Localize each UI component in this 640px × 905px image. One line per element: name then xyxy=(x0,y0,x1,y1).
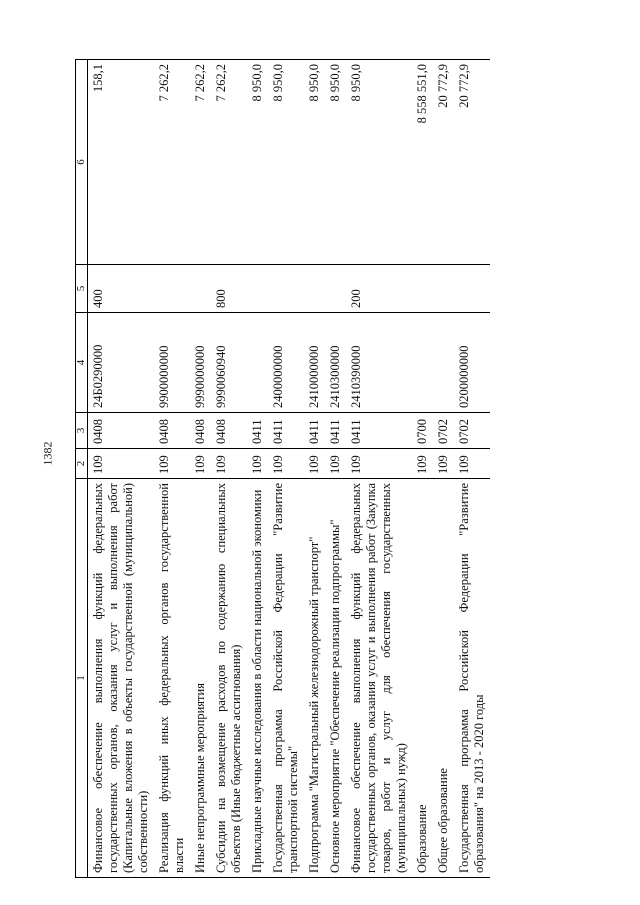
row-col2: 109 xyxy=(325,449,346,479)
row-amount: 8 558 551,0 xyxy=(412,60,433,265)
table-row xyxy=(433,60,454,878)
row-amount: 158,1 xyxy=(88,60,155,265)
row-name: Основное мероприятие "Обеспечение реализации подпрограммы" xyxy=(325,479,346,878)
row-name: Финансовое обеспечение выполнения функций федеральных государственных органов, оказания услуг и выполнения работ (Капитальные вложения в объекты государственной (муниципальной) собственности) xyxy=(88,479,155,878)
row-col2: 109 xyxy=(190,449,211,479)
page-number: 1382 xyxy=(40,441,55,466)
row-col2: 109 xyxy=(412,449,433,479)
row-col5: 800 xyxy=(211,265,247,313)
row-col2: 109 xyxy=(154,449,190,479)
row-col3: 0411 xyxy=(346,413,412,449)
row-amount: 8 950,0 xyxy=(268,60,304,265)
row-col5 xyxy=(247,265,268,313)
row-amount: 8 950,0 xyxy=(247,60,268,265)
row-col4 xyxy=(412,313,433,413)
row-col2: 109 xyxy=(346,449,412,479)
row-amount: 7 262,2 xyxy=(211,60,247,265)
row-col4: 2410000000 xyxy=(304,313,325,413)
table-row xyxy=(346,60,412,878)
column-header-1: 1 xyxy=(76,479,88,878)
row-col2: 109 xyxy=(211,449,247,479)
row-col3: 0411 xyxy=(325,413,346,449)
table-row xyxy=(304,60,325,878)
column-header-5: 5 xyxy=(76,265,88,313)
row-name: Финансовое обеспечение выполнения функций федеральных государственных органов, оказания услуг и выполнения работ (Закупка товаров, работ и услуг для обеспечения государственных (муниципальных) нужд) xyxy=(346,479,412,878)
row-name: Государственная программа Российской Федерации "Развитие образования" на 2013 - 2020 годы xyxy=(454,479,490,878)
row-col4: 24Б0290000 xyxy=(88,313,155,413)
table-row xyxy=(325,60,346,878)
table-row xyxy=(154,60,190,878)
row-amount: 20 772,9 xyxy=(433,60,454,265)
row-col4 xyxy=(433,313,454,413)
row-col4: 9900000000 xyxy=(154,313,190,413)
row-amount: 20 772,9 xyxy=(454,60,490,265)
row-name: Подпрограмма "Магистральный железнодорожный транспорт" xyxy=(304,479,325,878)
row-col3: 0411 xyxy=(247,413,268,449)
table-row xyxy=(247,60,268,878)
row-col5 xyxy=(190,265,211,313)
row-col2: 109 xyxy=(433,449,454,479)
row-col2: 109 xyxy=(268,449,304,479)
row-col3: 0702 xyxy=(433,413,454,449)
row-col3: 0702 xyxy=(454,413,490,449)
row-amount: 7 262,2 xyxy=(190,60,211,265)
column-header-6: 6 xyxy=(76,60,88,265)
table-row xyxy=(190,60,211,878)
row-col3: 0408 xyxy=(211,413,247,449)
row-amount: 8 950,0 xyxy=(325,60,346,265)
row-col2: 109 xyxy=(304,449,325,479)
row-name: Общее образование xyxy=(433,479,454,878)
row-col5 xyxy=(454,265,490,313)
row-col5 xyxy=(412,265,433,313)
row-col4: 2410390000 xyxy=(346,313,412,413)
table-row xyxy=(454,60,490,878)
row-col3: 0408 xyxy=(190,413,211,449)
row-col3: 0411 xyxy=(304,413,325,449)
row-col4: 9990060940 xyxy=(211,313,247,413)
row-name: Субсидии на возмещение расходов по содержанию специальных объектов (Иные бюджетные ассигнования) xyxy=(211,479,247,878)
row-col3: 0411 xyxy=(268,413,304,449)
row-col5: 400 xyxy=(88,265,155,313)
row-col4: 2410300000 xyxy=(325,313,346,413)
row-amount: 8 950,0 xyxy=(304,60,325,265)
row-col5 xyxy=(325,265,346,313)
rotated-page-content xyxy=(75,60,639,878)
column-header-2: 2 xyxy=(76,449,88,479)
row-name: Прикладные научные исследования в области национальной экономики xyxy=(247,479,268,878)
table-row xyxy=(88,60,155,878)
table-row xyxy=(412,60,433,878)
row-col4: 0200000000 xyxy=(454,313,490,413)
row-name: Государственная программа Российской Федерации "Развитие транспортной системы" xyxy=(268,479,304,878)
row-col4 xyxy=(247,313,268,413)
row-name: Образование xyxy=(412,479,433,878)
row-col2: 109 xyxy=(88,449,155,479)
row-col2: 109 xyxy=(454,449,490,479)
table-row xyxy=(268,60,304,878)
table-row xyxy=(211,60,247,878)
row-col5 xyxy=(154,265,190,313)
row-col5 xyxy=(304,265,325,313)
row-col3: 0408 xyxy=(88,413,155,449)
row-col5 xyxy=(268,265,304,313)
row-col2: 109 xyxy=(247,449,268,479)
column-header-3: 3 xyxy=(76,413,88,449)
row-col4: 2400000000 xyxy=(268,313,304,413)
row-name: Иные непрограммные мероприятия xyxy=(190,479,211,878)
row-col5 xyxy=(433,265,454,313)
row-col5: 200 xyxy=(346,265,412,313)
row-amount: 8 950,0 xyxy=(346,60,412,265)
row-col4: 9990000000 xyxy=(190,313,211,413)
row-col3: 0408 xyxy=(154,413,190,449)
column-header-4: 4 xyxy=(76,313,88,413)
row-name: Реализация функций иных федеральных органов государственной власти xyxy=(154,479,190,878)
row-col3: 0700 xyxy=(412,413,433,449)
budget-table xyxy=(75,59,490,878)
header-row xyxy=(76,60,88,878)
row-amount: 7 262,2 xyxy=(154,60,190,265)
